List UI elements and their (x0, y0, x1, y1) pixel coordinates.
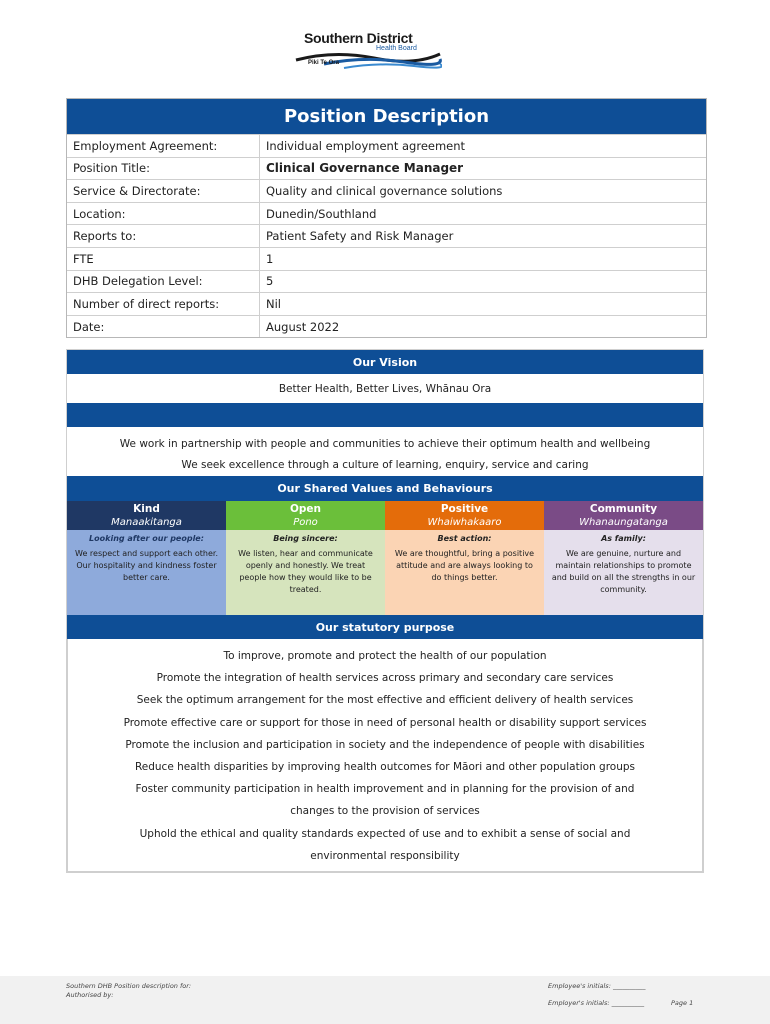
value-desc: We listen, hear and communicate openly and honestly. We treat people how they would like to be treated. (238, 549, 373, 594)
value-sub: Best action: (437, 534, 492, 543)
value-desc: We are genuine, nurture and maintain relationships to promote and build on all the strengths in our community. (551, 549, 696, 594)
pd-row (67, 157, 706, 180)
pd-label: Employment Agreement: (67, 135, 260, 157)
value-body (544, 530, 703, 615)
pd-value: Dunedin/Southland (266, 206, 377, 221)
purpose-line: Uphold the ethical and quality standards expected of use and to exhibit a sense of social and (139, 827, 631, 840)
value-sub: Looking after our people: (89, 534, 204, 543)
purpose-line: Foster community participation in health improvement and in planning for the provision of and (135, 783, 635, 796)
value-positive (385, 501, 544, 615)
footer-pd-for: Southern DHB Position description for: (66, 982, 192, 990)
pd-value-position-title: Clinical Governance Manager (266, 161, 464, 176)
purpose-line: changes to the provision of services (290, 805, 480, 818)
value-open (226, 501, 385, 615)
pd-row (67, 247, 706, 270)
purpose-line: To improve, promote and protect the health of our population (223, 650, 547, 663)
mission-line: We work in partnership with people and communities to achieve their optimum health and wellbeing (119, 437, 651, 450)
blank-band (67, 403, 703, 427)
pd-title: Position Description (67, 99, 706, 134)
logo-subtitle: Health Board (376, 45, 417, 52)
pd-row (67, 315, 706, 338)
value-name: Open (289, 502, 322, 515)
pd-value: Nil (266, 296, 281, 311)
value-desc: We are thoughtful, bring a positive attitude and are always looking to do things better. (394, 549, 535, 582)
value-name: Community (589, 502, 658, 515)
pd-row (67, 179, 706, 202)
purpose-line: Promote the inclusion and participation in society and the independence of people with disabilities (125, 738, 645, 751)
pd-label: Reports to: (67, 225, 260, 247)
purpose-line: Promote effective care or support for those in need of personal health or disability support services (123, 716, 647, 729)
value-maori: Manaakitanga (111, 516, 182, 528)
pd-row (67, 202, 706, 225)
pd-label: Date: (67, 316, 260, 338)
logo-maori: Piki Te Ora (308, 60, 339, 66)
value-maori: Whanaungatanga (579, 516, 668, 528)
value-community (544, 501, 703, 615)
value-head (67, 501, 226, 530)
pd-value: 5 (266, 274, 274, 289)
employee-initials: Employee's initials: __________ (548, 982, 646, 990)
pd-label: FTE (67, 248, 260, 270)
value-maori: Pono (293, 516, 318, 528)
pd-label: Position Title: (67, 158, 260, 180)
values-title: Our Shared Values and Behaviours (67, 476, 703, 501)
page-number: Page 1 (671, 999, 694, 1007)
pd-label: DHB Delegation Level: (67, 271, 260, 293)
pd-label: Location: (67, 203, 260, 225)
purpose-line: environmental responsibility (310, 849, 460, 862)
value-body (67, 530, 226, 615)
value-name: Kind (133, 502, 160, 515)
value-sub: Being sincere: (273, 534, 338, 543)
values-grid (67, 501, 703, 615)
value-kind (67, 501, 226, 615)
value-name: Positive (440, 502, 489, 515)
mission-line: We seek excellence through a culture of learning, enquiry, service and caring (181, 459, 589, 471)
value-head (226, 501, 385, 530)
pd-label: Service & Directorate: (67, 180, 260, 202)
pd-row (67, 134, 706, 157)
pd-value: August 2022 (266, 319, 340, 334)
value-head (544, 501, 703, 530)
value-body (385, 530, 544, 615)
purpose-title: Our statutory purpose (67, 615, 703, 639)
value-maori: Whaiwhakaaro (427, 516, 502, 528)
vision-text: Better Health, Better Lives, Whānau Ora (278, 382, 492, 395)
value-desc: We respect and support each other. Our hospitality and kindness foster better care. (75, 549, 218, 582)
purpose-line: Seek the optimum arrangement for the most effective and efficient delivery of health services (136, 694, 634, 707)
pd-value: Patient Safety and Risk Manager (266, 229, 454, 244)
employer-initials: Employer's initials: __________ (548, 999, 645, 1007)
pd-value: 1 (266, 251, 274, 266)
vision-title: Our Vision (67, 350, 703, 374)
pd-value: Quality and clinical governance solutions (266, 183, 503, 198)
pd-row (67, 292, 706, 315)
purpose-list (67, 639, 703, 872)
value-sub: As family: (601, 534, 646, 543)
logo-title: Southern District (304, 30, 413, 46)
purpose-line: Reduce health disparities by improving health outcomes for Māori and other population groups (134, 761, 636, 774)
pd-row (67, 270, 706, 293)
pd-value: Individual employment agreement (266, 138, 466, 153)
page-footer (0, 976, 770, 1024)
vision-values-purpose (66, 349, 704, 873)
position-description-table (66, 98, 707, 338)
footer-left (66, 982, 191, 1000)
value-body (226, 530, 385, 615)
sdhb-logo (292, 30, 442, 76)
purpose-line: Promote the integration of health services across primary and secondary care services (156, 672, 614, 685)
footer-authorised-by: Authorised by: (66, 991, 114, 999)
value-head (385, 501, 544, 530)
pd-label: Number of direct reports: (67, 293, 260, 315)
pd-row (67, 224, 706, 247)
